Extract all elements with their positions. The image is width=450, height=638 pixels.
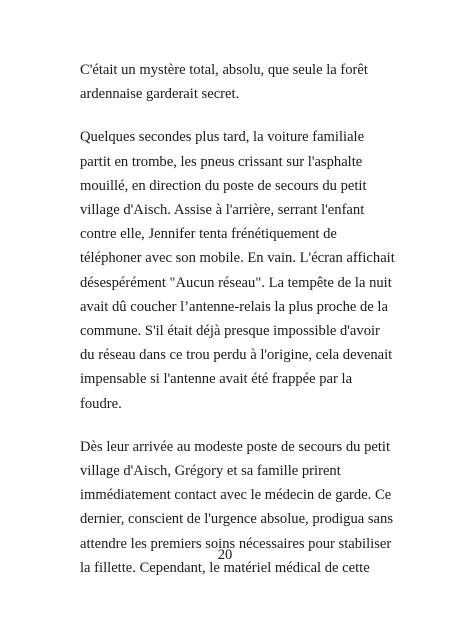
text-line: attendre les premiers soins nécessaires pour stabiliser (80, 535, 392, 552)
text-line: mouillé, en direction du poste de secours du petit (80, 177, 367, 194)
text-line: impensable si l'antenne avait été frappée par la (80, 371, 353, 388)
text-line: C'était un mystère total, absolu, que seule la forêt (80, 62, 368, 78)
paragraph-1 (80, 58, 380, 106)
text-line: contre elle, Jennifer tenta frénétiquement de (80, 226, 337, 243)
text-line: désespérément "Aucun réseau". La tempête de la nuit (80, 274, 392, 291)
text-line: téléphoner avec son mobile. En vain. L'écran affichait (80, 250, 395, 267)
text-line: commune. S'il était déjà presque impossible d'avoir (80, 323, 380, 340)
text-line: Dès leur arrivée au modeste poste de secours du petit (80, 438, 391, 455)
paragraph-2 (80, 125, 395, 415)
text-line: immédiatement contact avec le médecin de garde. Ce (80, 487, 392, 504)
text-line: village d'Aisch, Grégory et sa famille prirent (80, 463, 341, 480)
text-line: du réseau dans ce trou perdu à l'origine, cela devenait (80, 347, 393, 364)
text-line: partit en trombe, les pneus crissant sur l'asphalte (80, 153, 363, 170)
text-line: ardennaise garderait secret. (80, 86, 240, 103)
text-line: avait dû coucher l’antenne-relais la plus proche de la (80, 298, 388, 315)
text-line: foudre. (80, 395, 122, 412)
page-body (80, 58, 395, 580)
page-number: 20 (217, 547, 233, 563)
text-line: Quelques secondes plus tard, la voiture familiale (80, 129, 365, 146)
text-line: la fillette. Cependant, le matériel médical de cette (80, 559, 370, 576)
text-line: dernier, conscient de l'urgence absolue, prodigua sans (80, 511, 394, 528)
text-line: village d'Aisch. Assise à l'arrière, serrant l'enfant (80, 202, 365, 219)
